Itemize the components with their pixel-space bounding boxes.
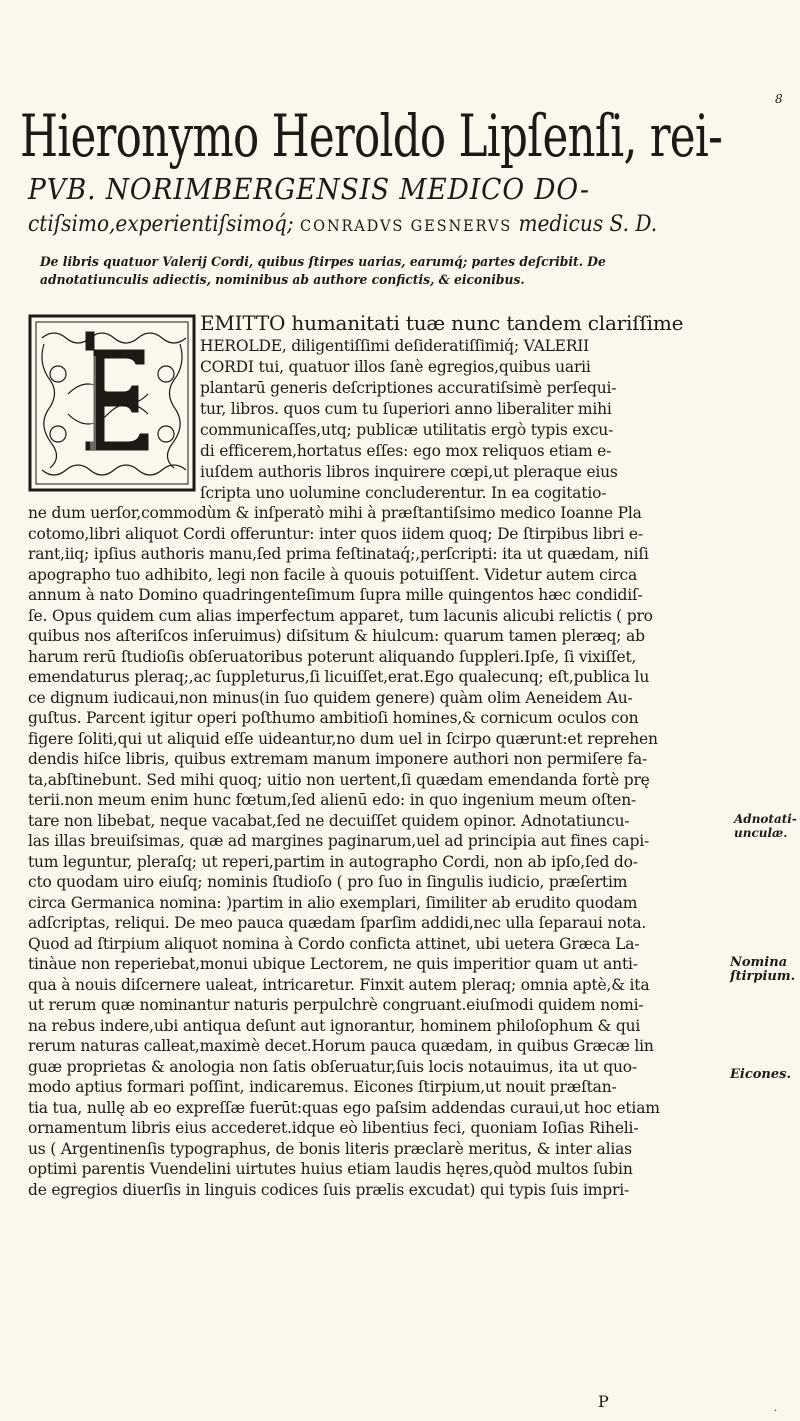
title-line-2: PVB. NORIMBERGENSIS MEDICO DO- [28,172,590,206]
text-line: us ( Argentinenſis typographus, de bonis literis præclarè meritus, & inter alias [28,1140,632,1158]
text-line: tum leguntur, pleraſq; ut reperi,partim in autographo Cordi, non ab ipſo,ſed do- [28,853,638,871]
text-line: harum rerū ſtudioſis obſeruatoribus poterunt aliquando ſuppleri.Ipſe, ſi vixiſſet, [28,648,637,666]
text-line: tur, libros. quos cum tu ſuperiori anno liberaliter mihi [200,400,612,418]
text-line: ne dum uerſor,commodùm & inſperatò mihi à præſtantiſsimo medico Ioanne Pla [28,504,642,522]
text-line: di efficerem,hortatus eſſes: ego mox reliquos etiam e- [200,442,612,460]
text-line: ornamentum libris eius accederet.idque eò libentius feci, quoniam Ioſias Riheli- [28,1119,639,1137]
title-line-3-italic: ctiſsimo,experientiſsimoq́; [28,212,294,237]
title-line-3 [28,210,722,241]
text-line: cotomo,libri aliquot Cordi offeruntur: inter quos iidem quoq; De ſtirpibus libri e- [28,525,643,543]
text-line: HEROLDE, diligentiſſimi deſideratiſſimiq́; VALERII [200,337,590,355]
text-line: las illas breuiſsimas, quæ ad margines paginarum,uel ad principia aut fines capi- [28,832,649,850]
text-line: na rebus indere,ubi antiqua deſunt aut ignorantur, hominem philoſophum & qui [28,1017,641,1035]
title-line-3-end: medicus S. D. [518,212,658,237]
text-line: ce dignum iudicaui,non minus(in ſuo quidem genere) quàm olim Aeneidem Au- [28,689,633,707]
text-line: dendis hiſce libris, quibus extremam manum imponere authori non permiſere fa- [28,750,648,768]
text-line: cto quodam uiro eiuſq; nominis ſtudioſo ( pro ſuo in ſingulis iudicio, præſertim [28,873,628,891]
text-line: ſcripta uno uolumine concluderentur. In ea cogitatio- [200,484,607,502]
margin-note-line: Nomina [730,955,788,970]
corner-mark: · [774,1406,778,1417]
margin-note-line: ſtirpium. [730,969,796,984]
text-line: qua à nouis diſcernere ualeat, intricaretur. Finxit autem pleraq; omnia aptè,& ita [28,976,650,994]
text-line: rant,iiq; ipſius authoris manu,ſed prima feſtinataq́;,perſcripti: ita ut quædam, niſi [28,545,649,563]
text-line: terii.non meum enim hunc fœtum,ſed alienū edo: in quo ingenium meum oſten- [28,791,637,809]
title-author-name: CONRADVS GESNERVS [300,216,513,235]
text-line: guæ proprietas & anologia non ſatis obſeruatur,ſuis locis notauimus, ita ut quo- [28,1058,637,1076]
text-line: emendaturus pleraq;,ac ſuppleturus,ſi licuiſſet,erat.Ego qualecunq; eſt,publica lu [28,668,650,686]
text-line: rerum naturas calleat,maximè decet.Horum pauca quædam, in quibus Græcæ lin [28,1037,654,1055]
text-line: iuſdem authoris libros inquirere cœpi,ut pleraque eius [200,463,618,481]
text-line: tia tua, nullę ab eo expreſſæ fuerūt:quas ego paſsim addendas curaui,ut hoc etiam [28,1099,660,1117]
text-line: guſtus. Parcent igitur operi poſthumo ambitioſi homines,& cornicum oculos con [28,709,639,727]
text-line: communicaſſes,utq; publicæ utilitatis ergò typis excu- [200,421,614,439]
text-line: ta,abſtinebunt. Sed mihi quoq; uitio non uertent,ſi quædam emendanda fortè prę [28,771,650,789]
text-line: figere ſoliti,qui ut aliquid eſſe uideantur,no dum uel in ſcirpo quærunt:et reprehen [28,730,658,748]
text-line: ut rerum quæ nominantur naturis perpulchrè congruant.eiuſmodi quidem nomi- [28,996,644,1014]
title-line-1: Hieronymo Heroldo Lipſenſi, rei- [20,102,723,170]
margin-note-nomina [730,956,795,984]
margin-note-adnotatiunculae [734,812,797,840]
text-line: plantarū generis deſcriptiones accuratiſsimè perſequi- [200,379,617,397]
catchword: P [598,1392,609,1411]
text-line: circa Germanica nomina: )partim in alio exemplari, ſimiliter ab erudito quodam [28,894,638,912]
text-line: quibus nos aſteriſcos inſeruimus) diſsitum & hiulcum: quarum tamen pleræq; ab [28,627,645,645]
text-line: EMITTO humanitati tuæ nunc tandem clariſſime [200,311,684,335]
chapter-summary [40,254,760,290]
text-line: de egregios diuerſis in linguis codices ſuis prælis excudat) qui typis ſuis impri- [28,1181,630,1199]
margin-note-line: Eicones. [730,1067,792,1082]
text-line: ſe. Opus quidem cum alias imperfectum apparet, tum lacunis alicubi relictis ( pro [28,607,653,625]
summary-line: adnotatiunculis adiectis, nominibus ab authore confictis, & eiconibus. [40,273,525,288]
text-line: annum à nato Domino quadringenteſimum ſupra mille quingentos hæc condidiſ- [28,586,643,604]
signature-mark: 8 [775,92,783,106]
text-line: tare non libebat, neque vacabat,ſed ne decuiſſet quidem opinor. Adnotatiuncu- [28,812,630,830]
text-line: optimi parentis Vuendelini uirtutes huius etiam laudis hęres,quòd multos ſubin [28,1160,633,1178]
margin-note-eicones [730,1068,791,1082]
text-line: apographo tuo adhibito, legi non facile à quouis potuiſſent. Videtur autem circa [28,566,638,584]
text-line: CORDI tui, quatuor illos ſanè egregios,quibus uarii [200,358,591,376]
text-line: Quod ad ſtirpium aliquot nomina à Cordo conficta attinet, ubi uetera Græca La- [28,935,640,953]
text-line: modo aptius formari poſſint, indicaremus. Eicones ſtirpium,ut nouit præſtan- [28,1078,617,1096]
summary-line: De libris quatuor Valerij Cordi, quibus ſtirpes uarias, earumq́; partes deſcribit. De [40,255,606,270]
margin-note-line: Adnotati- [734,812,797,826]
decorated-initial-e-icon [28,314,196,492]
text-line: tinàue non reperiebat,monui ubique Lectorem, ne quis imperitior quam ut anti- [28,955,638,973]
margin-note-line: unculæ. [734,826,788,840]
text-line: adſcriptas, reliqui. De meo pauca quædam ſparſim addidi,nec ulla ſeparaui nota. [28,914,647,932]
